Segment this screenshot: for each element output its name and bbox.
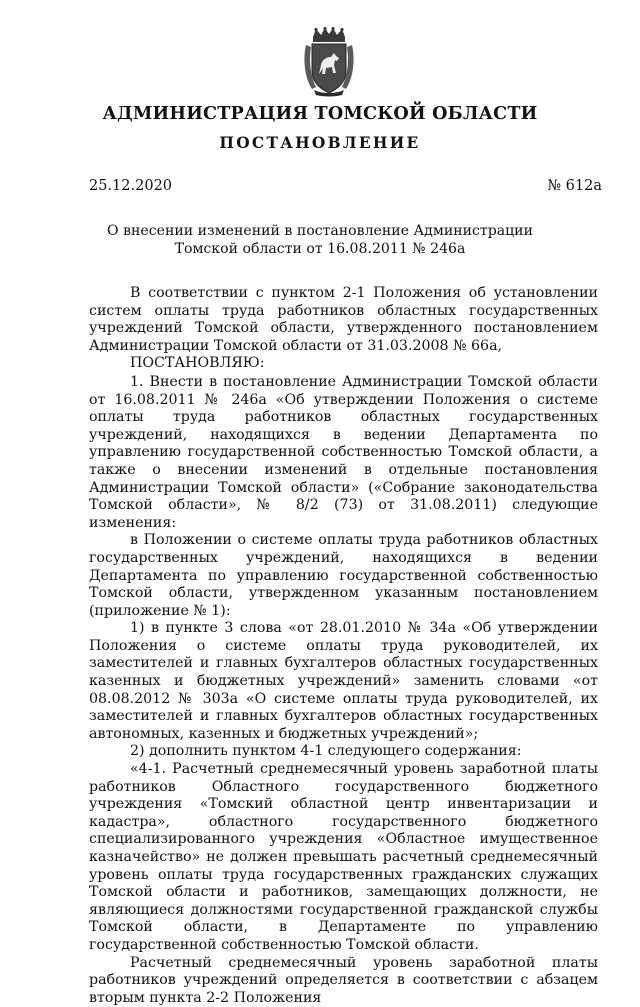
decree-word: ПОСТАНОВЛЯЮ:	[130, 355, 265, 372]
item-1-paragraph: 1. Внести в постановление Администрации Томской области от 16.08.2011 № 246а «Об утверждении Положения о системе оплаты труда работников областных государственных учреждений, находящихся в ведении Департамента по управлению государственной собственностью Томской области, а также о внесении изменений в отдельные постановления Администрации Томской области» («Собрание законодательства Томской области», № 8/2 (73) от 31.08.2011) следующие изменения:	[89, 373, 598, 531]
quote-paragraph: «4-1. Расчетный среднемесячный уровень заработной платы работников Областного государственного бюджетного учреждения «Томский областной центр инвентаризации и кадастра», областного государственного бюджетного специализированного учреждения «Областное имущественное казначейство» не должен превышать расчетный среднемесячный уровень оплаты труда государственных гражданских служащих Томской области и работников, замещающих должности, не являющиеся должностями государственной гражданской службы Томской области, в Департаменте по управлению государственной собственностью Томской области.	[89, 761, 598, 953]
tomsk-coat-of-arms-icon	[302, 27, 356, 97]
document-number: № 612а	[547, 178, 602, 194]
subitem-2-paragraph: 2) дополнить пунктом 4-1 следующего содержания:	[130, 743, 522, 760]
document-subject	[0, 222, 640, 258]
document-body	[89, 285, 598, 1007]
subitem-1-paragraph: 1) в пункте 3 слова «от 28.01.2010 № 34а «Об утверждении Положения о системе оплаты труда руководителей, их заместителей и главных бухгалтеров областных государственных казенных и бюджетных учреждений» заменить словами «от 08.08.2012 № 303а «О системе оплаты труда руководителей, их заместителей и главных бухгалтеров областных государственных автономных, казенных и бюджетных учреждений»;	[89, 620, 598, 742]
organization-title: АДМИНИСТРАЦИЯ ТОМСКОЙ ОБЛАСТИ	[102, 103, 538, 124]
document-type: ПОСТАНОВЛЕНИЕ	[219, 134, 421, 152]
intro-paragraph: В соответствии с пунктом 2-1 Положения об установлении систем оплаты труда работников областных государственных учреждений Томской области, утвержденного постановлением Администрации Томской области от 31.03.2008 № 66а,	[89, 285, 598, 354]
document-date: 25.12.2020	[89, 178, 173, 194]
subject-line: О внесении изменений в постановление Администрации	[107, 223, 533, 239]
subject-line: Томской области от 16.08.2011 № 246а	[174, 241, 466, 257]
item-1-sub-paragraph: в Положении о системе оплаты труда работников областных государственных учреждений, находящихся в ведении Департамента по управлению государственной собственностью Томской области, утвержденном указанным постановлением (приложение № 1):	[89, 532, 598, 619]
quote-continuation-paragraph: Расчетный среднемесячный уровень заработной платы работников учреждений определяется в соответствии с абзацем вторым пункта 2-2 Положения	[89, 954, 598, 1006]
